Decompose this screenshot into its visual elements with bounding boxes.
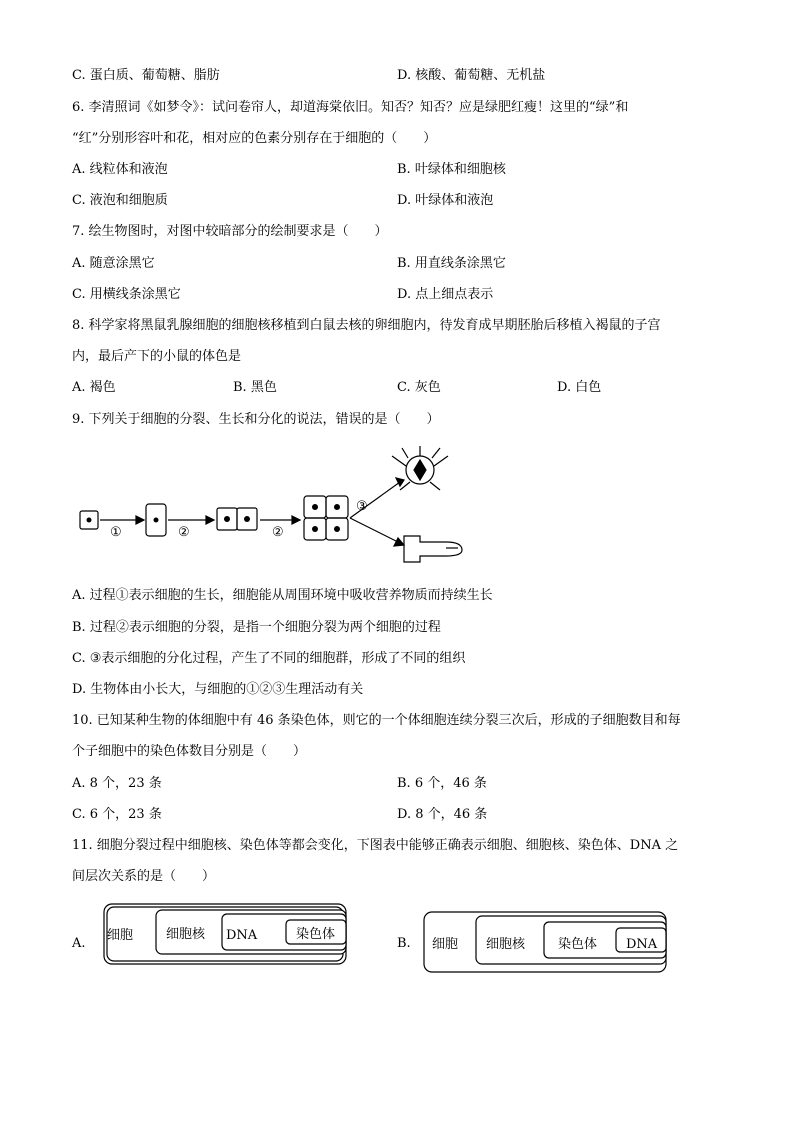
q8-option-a: A. 褐色 (72, 380, 116, 395)
q6-option-b: B. 叶绿体和细胞核 (397, 162, 506, 177)
q11-option-a-diagram (100, 900, 352, 970)
step-label-2a: ② (178, 525, 190, 540)
q6-option-a: A. 线粒体和液泡 (72, 162, 168, 177)
q6-option-c: C. 液泡和细胞质 (72, 193, 168, 208)
q11-option-a-letter: A. (72, 936, 86, 951)
q11-a-label-chromosome: 染色体 (296, 927, 336, 942)
q11-a-label-nucleus: 细胞核 (166, 927, 206, 942)
q6-stem-line1: 6. 李清照词《如梦令》：试问卷帘人，却道海棠依旧。知否？知否？应是绿肥红瘦！这里的“绿”和 (72, 100, 629, 115)
q10-stem-line2: 个子细胞中的染色体数目分别是（ ） (72, 744, 307, 759)
differentiated-cell-elongated (404, 536, 462, 562)
q11-b-label-chromosome: 染色体 (558, 937, 598, 952)
q8-stem-line1: 8. 科学家将黑鼠乳腺细胞的细胞核移植到白鼠去核的卵细胞内，待发育成早期胚胎后移植入褐鼠的子宫 (72, 318, 661, 333)
q11-option-b-letter: B. (397, 936, 411, 951)
step-label-1: ① (110, 525, 122, 540)
q10-option-b: B. 6 个，46 条 (397, 776, 487, 791)
q9-option-d: D. 生物体由小长大，与细胞的①②③生理活动有关 (72, 682, 364, 697)
q8-option-d: D. 白色 (557, 380, 602, 395)
q7-option-b: B. 用直线条涂黑它 (397, 256, 506, 271)
q5-option-d: D. 核酸、葡萄糖、无机盐 (397, 68, 546, 83)
q10-option-c: C. 6 个，23 条 (72, 807, 162, 822)
q8-option-b: B. 黑色 (233, 380, 277, 395)
step-label-3: ③ (356, 499, 368, 514)
q9-option-c: C. ③表示细胞的分化过程，产生了不同的细胞群，形成了不同的组织 (72, 651, 466, 666)
q10-stem-line1: 10. 已知某种生物的体细胞中有 46 条染色体，则它的一个体细胞连续分裂三次后，形成的子细胞数目和每 (72, 713, 681, 728)
q9-option-a: A. 过程①表示细胞的生长，细胞能从周围环境中吸收营养物质而持续生长 (72, 588, 493, 603)
q9-stem: 9. 下列关于细胞的分裂、生长和分化的说法，错误的是（ ） (72, 412, 440, 427)
q10-option-a: A. 8 个，23 条 (72, 776, 162, 791)
q7-stem: 7. 绘生物图时，对图中较暗部分的绘制要求是（ ） (72, 224, 388, 239)
q10-option-d: D. 8 个，46 条 (397, 807, 488, 822)
q7-option-c: C. 用横线条涂黑它 (72, 287, 181, 302)
q6-stem-line2: “红”分别形容叶和花，相对应的色素分别存在于细胞的（ ） (72, 131, 437, 146)
q7-option-a: A. 随意涂黑它 (72, 256, 155, 271)
q11-stem-line1: 11. 细胞分裂过程中细胞核、染色体等都会变化，下图表中能够正确表示细胞、细胞核、染色体、DNA 之 (72, 838, 679, 853)
q11-a-label-dna: DNA (226, 928, 258, 943)
q11-b-label-nucleus: 细胞核 (486, 937, 526, 952)
q8-option-c: C. 灰色 (397, 380, 441, 395)
step-label-2b: ② (272, 525, 284, 540)
q11-a-label-cell: 细胞 (107, 928, 134, 943)
q5-option-c: C. 蛋白质、葡萄糖、脂肪 (72, 68, 220, 83)
q11-b-label-dna: DNA (626, 937, 658, 952)
q8-stem-line2: 内，最后产下的小鼠的体色是 (72, 349, 242, 364)
q6-option-d: D. 叶绿体和液泡 (397, 193, 494, 208)
cell-process-diagram (70, 444, 490, 574)
q11-stem-line2: 间层次关系的是（ ） (72, 869, 216, 884)
q11-option-b-diagram (420, 908, 672, 978)
q9-option-b: B. 过程②表示细胞的分裂，是指一个细胞分裂为两个细胞的过程 (72, 620, 441, 635)
q11-b-label-cell: 细胞 (432, 937, 459, 952)
q7-option-d: D. 点上细点表示 (397, 287, 494, 302)
